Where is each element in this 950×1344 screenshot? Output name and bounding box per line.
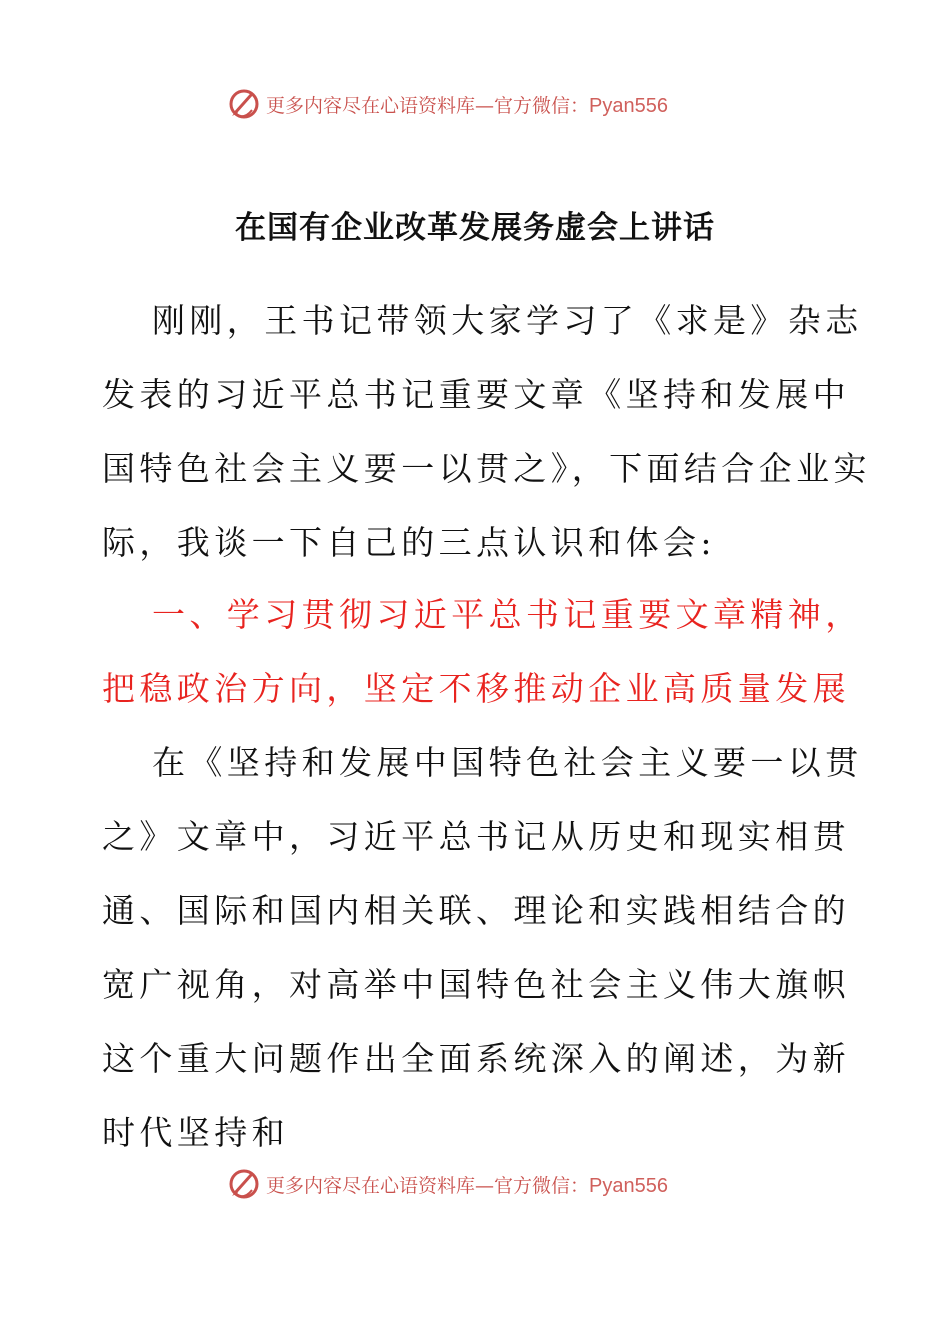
paragraph-intro: 刚刚，王书记带领大家学习了《求是》杂志发表的习近平总书记重要文章《坚持和发展中国特色社会主义要一以贯之》，下面结合企业实际，我谈一下自己的三点认识和体会: (102, 301, 871, 562)
watermark-wechat-id: Pyan556 (589, 1174, 668, 1197)
document-title: 在国有企业改革发展务虚会上讲话 (235, 210, 715, 246)
header-watermark (226, 84, 668, 124)
pen-circle-logo-icon (226, 86, 262, 122)
watermark-text: 更多内容尽在心语资料库—官方微信：Pyan556 (266, 1174, 668, 1197)
watermark-wechat-id: Pyan556 (589, 94, 668, 117)
pen-circle-logo-icon (226, 1166, 262, 1202)
footer-watermark (226, 1164, 668, 1204)
watermark-text: 更多内容尽在心语资料库—官方微信：Pyan556 (266, 94, 668, 117)
paragraph-body: 在《坚持和发展中国特色社会主义要一以贯之》文章中，习近平总书记从历史和现实相贯通、国际和国内相关联、理论和实践相结合的宽广视角，对高举中国特色社会主义伟大旗帜这个重大问题作出全面系统深入的阐述，为新时代坚持和 (102, 743, 863, 1152)
section-heading-1: 一、学习贯彻习近平总书记重要文章精神，把稳政治方向，坚定不移推动企业高质量发展 (102, 595, 863, 708)
